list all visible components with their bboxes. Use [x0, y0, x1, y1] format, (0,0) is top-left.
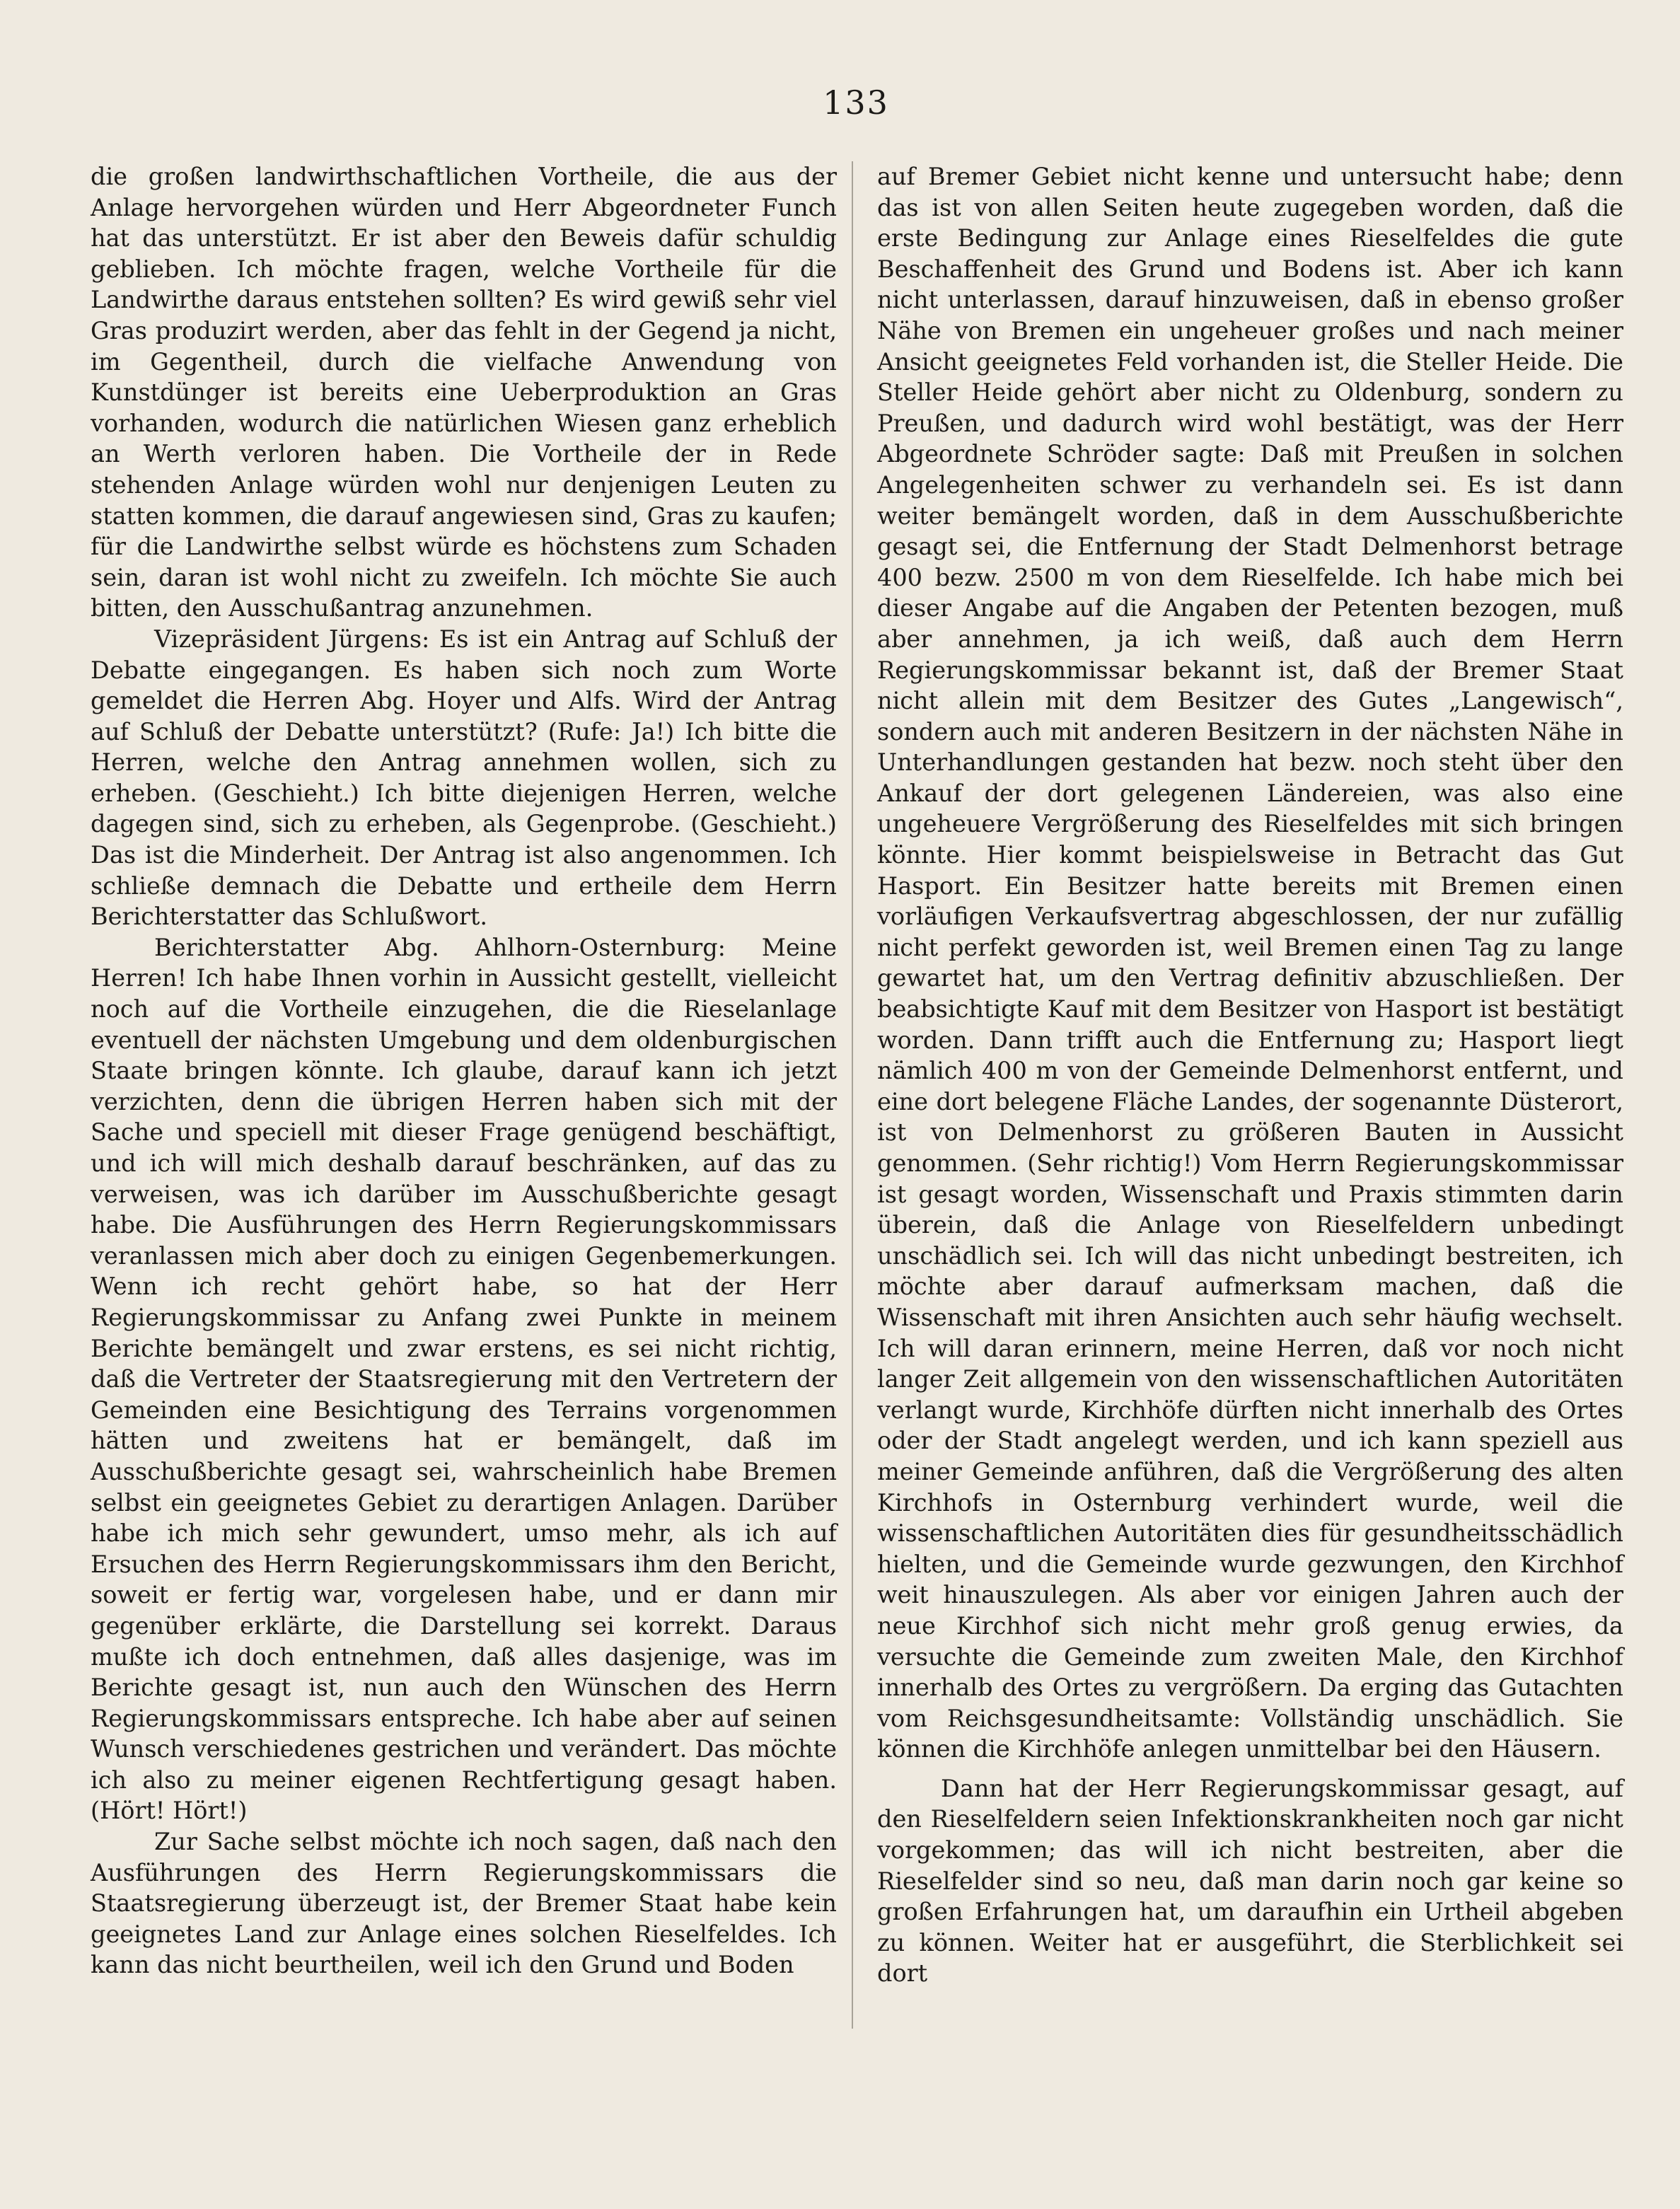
- paragraph: Zur Sache selbst möchte ich noch sagen, daß nach den Ausführungen des Herrn Regierungskommissars die Staatsregierung überzeugt ist, der Bremer Staat habe kein geeignetes Land zur Anlage eines solchen Rieselfeldes. Ich kann das nicht beurtheilen, weil ich den Grund und Boden: [91, 1828, 837, 1979]
- paragraph: Dann hat der Herr Regierungskommissar gesagt, auf den Rieselfeldern seien Infektionskrankheiten noch gar nicht vorgekommen; das will ich nicht bestreiten, aber die Rieselfelder sind so neu, daß man darin noch gar keine so großen Erfahrungen hat, um daraufhin ein Urtheil abgeben zu können. Weiter hat er ausgeführt, die Sterblichkeit sei dort: [877, 1774, 1623, 1988]
- paragraph: Berichterstatter Abg. Ahlhorn-Osternburg: Meine Herren! Ich habe Ihnen vorhin in Aussicht gestellt, vielleicht noch auf die Vortheile einzugehen, die die Rieselanlage eventuell der nächsten Umgebung und dem oldenburgischen Staate bringen könnte. Ich glaube, darauf kann ich jetzt verzichten, denn die übrigen Herren haben sich mit der Sache und speciell mit dieser Frage genügend beschäftigt, und ich will mich deshalb darauf beschränken, auf das zu verweisen, was ich darüber im Ausschußberichte gesagt habe. Die Ausführungen des Herrn Regierungskommissars veranlassen mich aber doch zu einigen Gegenbemerkungen. Wenn ich recht gehört habe, so hat der Herr Regierungskommissar zu Anfang zwei Punkte in meinem Berichte bemängelt und zwar erstens, es sei nicht richtig, daß die Vertreter der Staatsregierung mit den Vertretern der Gemeinden eine Besichtigung des Terrains vorgenommen hätten und zweitens hat er bemängelt, daß im Ausschußberichte gesagt sei, wahrscheinlich habe Bremen selbst ein geeignetes Gebiet zu derartigen Anlagen. Darüber habe ich mich sehr gewundert, umso mehr, als ich auf Ersuchen des Herrn Regierungskommissars ihm den Bericht, soweit er fertig war, vorgelesen habe, und er dann mir gegenüber erklärte, die Darstellung sei korrekt. Daraus mußte ich doch entnehmen, daß alles dasjenige, was im Berichte gesagt ist, nun auch den Wünschen des Herrn Regierungskommissars entspreche. Ich habe aber auf seinen Wunsch verschiedenes gestrichen und verändert. Das möchte ich also zu meiner eigenen Rechtfertigung gesagt haben. (Hört! Hört!): [91, 933, 837, 1825]
- right-column: [877, 161, 1623, 1989]
- page-number: 133: [823, 83, 889, 122]
- paragraph: auf Bremer Gebiet nicht kenne und untersucht habe; denn das ist von allen Seiten heute zugegeben worden, daß die erste Bedingung zur Anlage eines Rieselfeldes die gute Beschaffenheit des Grund und Bodens ist. Aber ich kann nicht unterlassen, darauf hinzuweisen, daß in ebenso großer Nähe von Bremen ein ungeheuer großes und nach meiner Ansicht geeignetes Feld vorhanden ist, die Steller Heide. Die Steller Heide gehört aber nicht zu Oldenburg, sondern zu Preußen, und dadurch wird wohl bestätigt, was der Herr Abgeordnete Schröder sagte: Daß mit Preußen in solchen Angelegenheiten schwer zu verhandeln sei. Es ist dann weiter bemängelt worden, daß in dem Ausschußberichte gesagt sei, die Entfernung der Stadt Delmenhorst betrage 400 bezw. 2500 m von dem Rieselfelde. Ich habe mich bei dieser Angabe auf die Angaben der Petenten bezogen, muß aber annehmen, ja ich weiß, daß auch dem Herrn Regierungskommissar bekannt ist, daß der Bremer Staat nicht allein mit dem Besitzer des Gutes „Langewisch“, sondern auch mit anderen Besitzern in der nächsten Nähe in Unterhandlungen gestanden hat bezw. noch steht über den Ankauf der dort gelegenen Ländereien, was also eine ungeheuere Vergrößerung des Rieselfeldes mit sich bringen könnte. Hier kommt beispielsweise in Betracht das Gut Hasport. Ein Besitzer hatte bereits mit Bremen einen vorläufigen Verkaufsvertrag abgeschlossen, der nur zufällig nicht perfekt geworden ist, weil Bremen einen Tag zu lange gewartet hat, um den Vertrag definitiv abzuschließen. Der beabsichtigte Kauf mit dem Besitzer von Hasport ist bestätigt worden. Dann trifft auch die Entfernung zu; Hasport liegt nämlich 400 m von der Gemeinde Delmenhorst entfernt, und eine dort belegene Fläche Landes, der sogenannte Düsterort, ist von Delmenhorst zu größeren Bauten in Aussicht genommen. (Sehr richtig!) Vom Herrn Regierungskommissar ist gesagt worden, Wissenschaft und Praxis stimmten darin überein, daß die Anlage von Rieselfeldern unbedingt unschädlich sei. Ich will das nicht unbedingt bestreiten, ich möchte aber darauf aufmerksam machen, daß die Wissenschaft mit ihren Ansichten auch sehr häufig wechselt. Ich will daran erinnern, meine Herren, daß vor noch nicht langer Zeit allgemein von den wissenschaftlichen Autoritäten verlangt wurde, Kirchhöfe dürften nicht innerhalb des Ortes oder der Stadt angelegt werden, und ich kann speziell aus meiner Gemeinde anführen, daß die Vergrößerung des alten Kirchhofs in Osternburg verhindert wurde, weil die wissenschaftlichen Autoritäten dies für gesundheitsschädlich hielten, und die Gemeinde wurde gezwungen, den Kirchhof weit hinauszulegen. Als aber vor einigen Jahren auch der neue Kirchhof sich nicht mehr groß genug erwies, da versuchte die Gemeinde zum zweiten Male, den Kirchhof innerhalb des Ortes zu vergrößern. Da erging das Gutachten vom Reichsgesundheitsamte: Vollständig unschädlich. Sie können die Kirchhöfe anlegen unmittelbar bei den Häusern.: [877, 163, 1623, 1763]
- column-divider: [852, 161, 853, 2029]
- left-column: [91, 161, 837, 1981]
- paragraph: Vizepräsident Jürgens: Es ist ein Antrag auf Schluß der Debatte eingegangen. Es haben sich noch zum Worte gemeldet die Herren Abg. Hoyer und Alfs. Wird der Antrag auf Schluß der Debatte unterstützt? (Rufe: Ja!) Ich bitte die Herren, welche den Antrag annehmen wollen, sich zu erheben. (Geschieht.) Ich bitte diejenigen Herren, welche dagegen sind, sich zu erheben, als Gegenprobe. (Geschieht.) Das ist die Minderheit. Der Antrag ist also angenommen. Ich schließe demnach die Debatte und ertheile dem Herrn Berichterstatter das Schlußwort.: [91, 625, 837, 931]
- paragraph: die großen landwirthschaftlichen Vortheile, die aus der Anlage hervorgehen würden und Herr Abgeordneter Funch hat das unterstützt. Er ist aber den Beweis dafür schuldig geblieben. Ich möchte fragen, welche Vortheile für die Landwirthe daraus entstehen sollten? Es wird gewiß sehr viel Gras produzirt werden, aber das fehlt in der Gegend ja nicht, im Gegentheil, durch die vielfache Anwendung von Kunstdünger ist bereits eine Ueberproduktion an Gras vorhanden, wodurch die natürlichen Wiesen ganz erheblich an Werth verloren haben. Die Vortheile der in Rede stehenden Anlage würden wohl nur denjenigen Leuten zu statten kommen, die darauf angewiesen sind, Gras zu kaufen; für die Landwirthe selbst würde es höchstens zum Schaden sein, daran ist wohl nicht zu zweifeln. Ich möchte Sie auch bitten, den Ausschußantrag anzunehmen.: [91, 163, 837, 622]
